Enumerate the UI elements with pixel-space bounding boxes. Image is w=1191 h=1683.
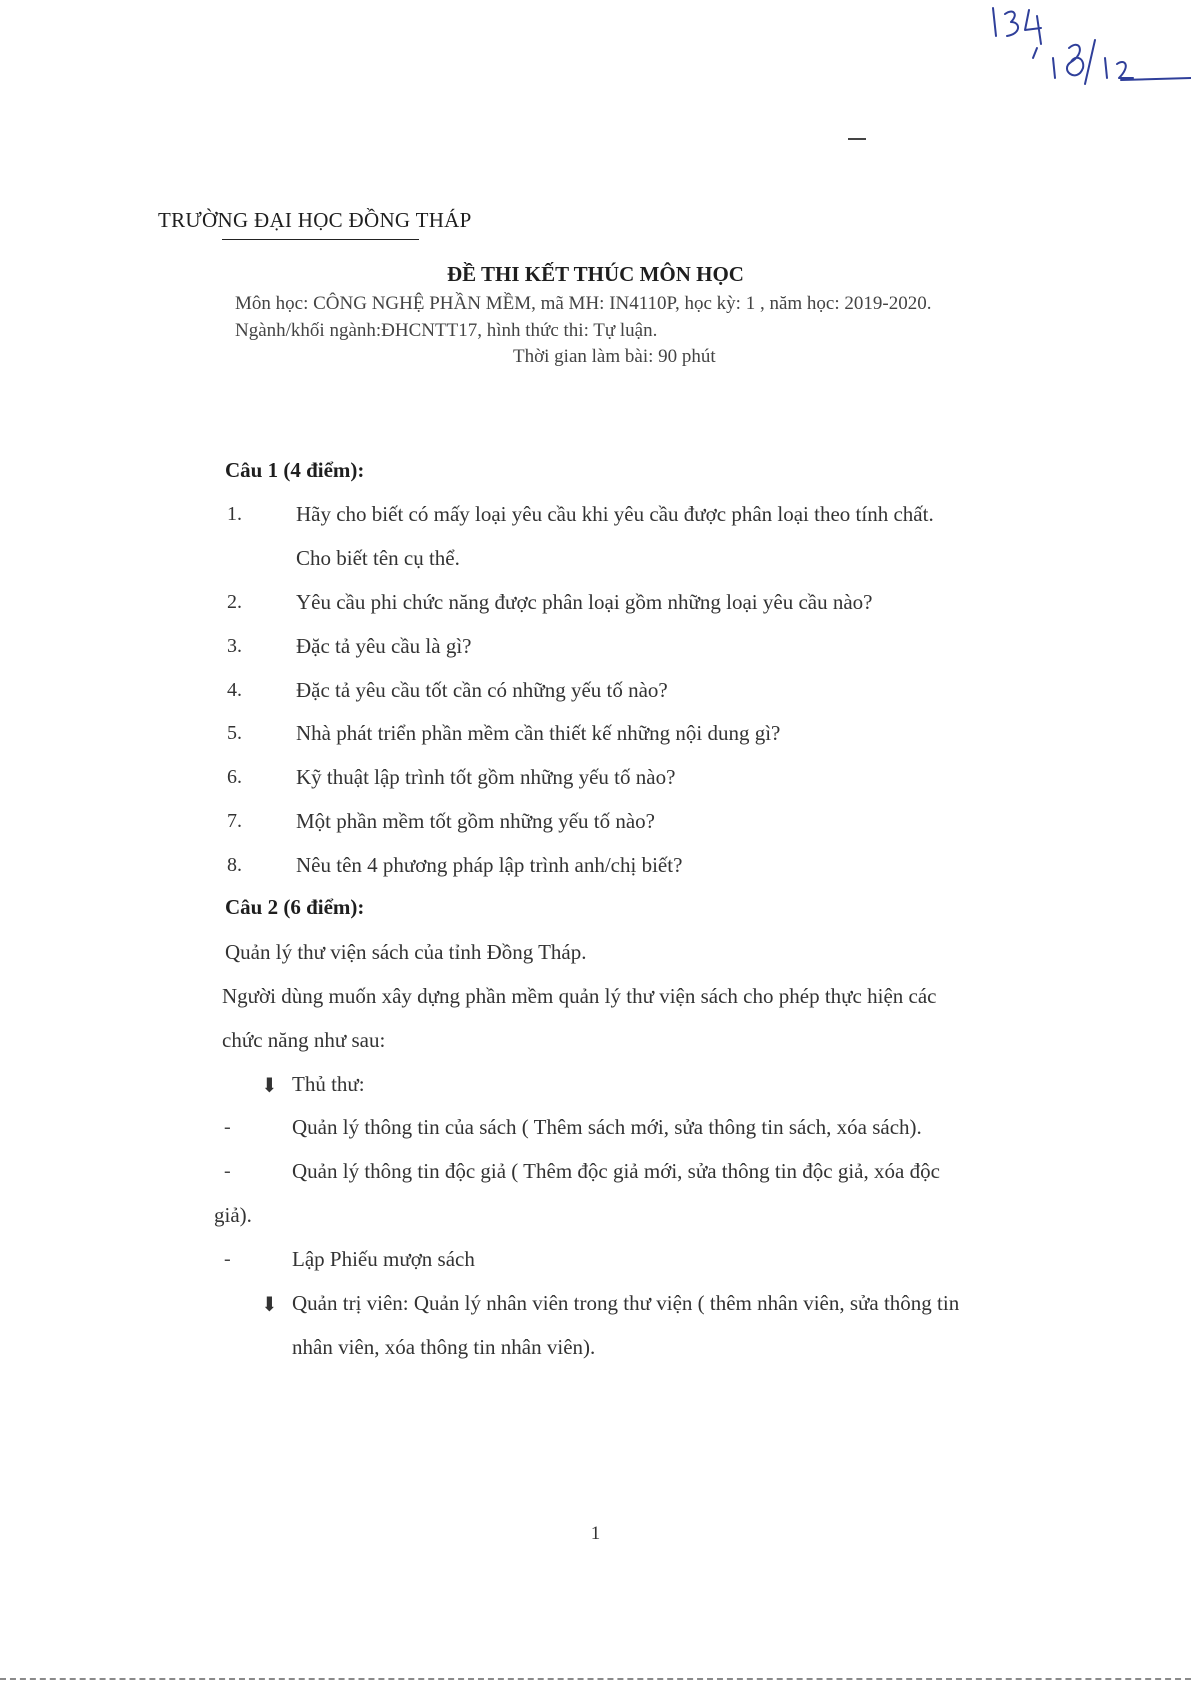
q1-item-text: Nhà phát triển phần mềm cần thiết kế những nội dung gì? <box>296 721 781 745</box>
page-number: 1 <box>590 1523 601 1544</box>
q1-item-number: 8. <box>227 854 242 876</box>
dash-bullet: - <box>224 1116 231 1138</box>
question-1-heading: Câu 1 (4 điểm): <box>225 458 365 482</box>
q1-item-text: Kỹ thuật lập trình tốt gồm những yếu tố nào? <box>296 765 676 789</box>
q2-intro: Quản lý thư viện sách của tỉnh Đồng Tháp. <box>225 940 587 964</box>
q1-item-number: 6. <box>227 766 242 788</box>
arrow-bullet-icon: ⬇ <box>261 1294 278 1316</box>
q1-item-number: 7. <box>227 810 242 832</box>
librarian-task: Lập Phiếu mượn sách <box>292 1247 475 1271</box>
q1-item-text: Một phần mềm tốt gồm những yếu tố nào? <box>296 809 655 833</box>
q1-item-number: 3. <box>227 635 242 657</box>
scan-edge-line <box>0 1678 1191 1680</box>
admin-role-line-2: nhân viên, xóa thông tin nhân viên). <box>292 1335 596 1359</box>
q1-item-text: Đặc tả yêu cầu tốt cần có những yếu tố nào? <box>296 678 668 702</box>
q1-item-text: Hãy cho biết có mấy loại yêu cầu khi yêu cầu được phân loại theo tính chất. <box>296 502 934 526</box>
meta-line-major: Ngành/khối ngành:ĐHCNTT17, hình thức thi: Tự luận. <box>235 320 658 341</box>
pen-mark <box>848 138 866 140</box>
q1-item-number: 2. <box>227 591 242 613</box>
meta-line-subject: Môn học: CÔNG NGHỆ PHẦN MỀM, mã MH: IN4110P, học kỳ: 1 , năm học: 2019-2020. <box>235 293 932 314</box>
handwritten-note-mark <box>985 0 1191 92</box>
exam-title: ĐỀ THI KẾT THÚC MÔN HỌC <box>447 262 744 286</box>
q2-paragraph-line-1: Người dùng muốn xây dựng phần mềm quản lý thư viện sách cho phép thực hiện các <box>222 984 937 1008</box>
q1-item-text: Nêu tên 4 phương pháp lập trình anh/chị biết? <box>296 853 683 877</box>
meta-line-time: Thời gian làm bài: 90 phút <box>513 346 716 367</box>
librarian-task: Quản lý thông tin của sách ( Thêm sách mới, sửa thông tin sách, xóa sách). <box>292 1115 922 1139</box>
q1-item-number: 5. <box>227 722 242 744</box>
librarian-role: Thủ thư: <box>292 1072 365 1096</box>
arrow-bullet-icon: ⬇ <box>261 1075 278 1097</box>
q1-item-number: 4. <box>227 679 242 701</box>
q1-item-continuation: Cho biết tên cụ thể. <box>296 546 460 570</box>
librarian-task-continuation: giả). <box>214 1203 252 1227</box>
school-underline <box>222 239 419 240</box>
admin-role-line-1: Quản trị viên: Quản lý nhân viên trong thư viện ( thêm nhân viên, sửa thông tin <box>292 1291 960 1315</box>
q1-item-text: Yêu cầu phi chức năng được phân loại gồm những loại yêu cầu nào? <box>296 590 873 614</box>
librarian-task: Quản lý thông tin độc giả ( Thêm độc giả mới, sửa thông tin độc giả, xóa độc <box>292 1159 940 1183</box>
school-name: TRƯỜNG ĐẠI HỌC ĐỒNG THÁP <box>158 208 472 232</box>
question-2-heading: Câu 2 (6 điểm): <box>225 895 365 919</box>
q1-item-text: Đặc tả yêu cầu là gì? <box>296 634 472 658</box>
dash-bullet: - <box>224 1248 231 1270</box>
q2-paragraph-line-2: chức năng như sau: <box>222 1028 386 1052</box>
q1-item-number: 1. <box>227 503 242 525</box>
handwritten-note: 134, 18/12 <box>985 0 990 1</box>
dash-bullet: - <box>224 1160 231 1182</box>
